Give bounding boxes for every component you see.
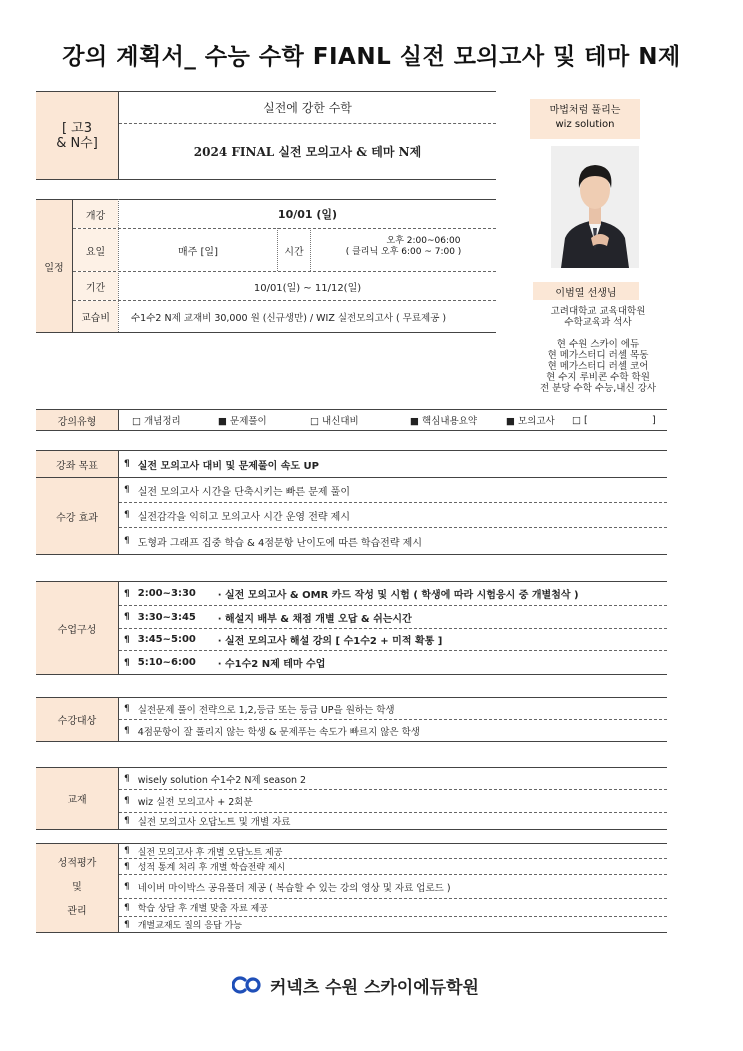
teacher-photo [551,146,639,268]
teacher-bio-line: 현 수지 루비콘 수학 학원 [546,372,650,383]
paragraph-icon: ¶ [124,816,130,826]
evaluation-item [124,899,268,916]
effect-text: 도형과 그래프 집중 학습 & 4점문항 난이도에 따른 학습전략 제시 [137,537,423,549]
checkbox-filled-icon: ■ [410,416,419,427]
audience-item [124,698,395,719]
evaluation-label-line3: 관리 [67,906,87,917]
evaluation-label-line1: 성적평가 [57,858,97,869]
lecture-type-option [572,415,588,426]
teacher-bio-line: 현 메가스터디 러셀 코어 [547,361,649,372]
structure-time: 3:30~3:45 [137,611,196,623]
structure-time: 5:10~6:00 [137,657,196,668]
structure-label: 수업구성 [36,582,118,674]
effect-text: 실전감각을 익히고 모의고사 시간 운영 전략 제시 [137,511,351,523]
structure-item [124,606,412,628]
paragraph-icon: ¶ [124,612,130,622]
schedule-period-value: 10/01(일) ~ 11/12(일) [253,282,362,294]
paragraph-icon: ¶ [124,657,130,668]
effect-item [124,528,422,554]
teacher-name-badge [533,282,639,300]
footer-logo-text: 커넥츠 수원 스카이에듀학원 [270,977,479,998]
evaluation-item [124,875,451,898]
course-target-cell [36,92,118,179]
schedule-day-label: 요일 [73,229,118,271]
effect-text: 실전 모의고사 시간을 단축시키는 빠른 문제 풀이 [137,486,351,498]
textbook-item [124,790,253,812]
textbook-text: 실전 모의고사 오답노트 및 개별 자료 [137,817,291,828]
teacher-badge-line1: 마법처럼 풀리는 [549,105,621,116]
checkbox-empty-icon: □ [572,414,581,426]
connects-logo-icon [232,975,264,995]
structure-text: · 해설지 배부 & 채점 개별 오답 & 쉬는시간 [217,613,412,625]
textbook-item [124,768,306,789]
checkbox-empty-icon: □ [132,416,141,427]
paragraph-icon: ¶ [124,588,130,599]
lecture-type-text: 모의고사 [518,416,555,427]
evaluation-label-line2: 및 [72,882,82,893]
course-subtitle: 실전에 강한 수학 [263,100,352,115]
teacher-bio-line: 고려대학교 교육대학원 [550,306,646,317]
audience-label: 수강대상 [36,698,118,741]
lecture-type-option [218,413,267,427]
lecture-type-option [506,413,555,427]
goal-text-row [124,451,319,477]
paragraph-icon: ¶ [124,919,130,930]
teacher-bio-line: 전 분당 수학 수능,내신 강사 [539,383,657,394]
schedule-time-value [311,236,496,258]
schedule-time-label: 시간 [284,246,304,258]
teacher-bio-line: 현 수원 스카이 에듀 [556,339,640,350]
lecture-type-option [310,413,359,427]
goal-label: 강좌 목표 [36,451,118,477]
teacher-badge-line2: wiz solution [555,119,615,130]
schedule-period-label: 기간 [73,272,118,300]
lecture-type-text: [ [584,414,588,426]
schedule-start-value: 10/01 (일) [277,208,338,221]
evaluation-text: 학습 상담 후 개별 맞춤 자료 제공 [137,904,268,914]
schedule-start-label: 개강 [73,200,118,228]
course-name: 2024 FINAL 실전 모의고사 & 테마 N제 [193,145,422,159]
lecture-type-label: 강의유형 [36,410,118,430]
checkbox-empty-icon: □ [310,416,319,427]
paragraph-icon: ¶ [124,510,130,520]
effect-label: 수강 효과 [36,478,118,554]
teacher-bio-line: 수학교육과 석사 [564,317,632,328]
paragraph-icon: ¶ [124,846,130,856]
evaluation-item [124,859,285,874]
lecture-type-bracket-close: ] [652,414,656,426]
effect-item [124,503,350,527]
teacher-name: 이범열 선생님 [555,287,617,299]
schedule-day-value: 매주 [일] [178,246,218,258]
schedule-fee-value: 수1수2 N제 교재비 30,000 원 (신규생만) / WIZ 실전모의고사 ( 무료제공 ) [131,312,447,324]
paragraph-icon: ¶ [124,881,130,892]
paragraph-icon: ¶ [124,703,130,714]
structure-time: 2:00~3:30 [137,588,196,599]
textbook-label: 교재 [36,768,118,829]
lecture-type-options [132,410,662,430]
lecture-type-option [410,413,477,427]
footer-logo [232,972,512,998]
checkbox-filled-icon: ■ [218,416,227,427]
evaluation-text: 개별교재도 질의 응답 가능 [137,921,242,931]
schedule-label: 일정 [36,200,72,332]
schedule-fee-label: 교습비 [73,301,118,332]
teacher-bio [518,306,678,394]
checkbox-filled-icon: ■ [506,416,515,427]
course-target: [ 고3 & N수] [56,120,98,151]
teacher-badge [530,99,640,139]
lecture-type-text: 내신대비 [322,416,359,427]
evaluation-text: 네이버 마이박스 공유폴더 제공 ( 복습할 수 있는 강의 영상 및 자료 업로드 ) [137,882,451,894]
lecture-type-option [132,413,181,427]
textbook-text: wisely solution 수1수2 N제 season 2 [137,774,307,786]
lecture-type-text: 핵심내용요약 [422,416,478,427]
paragraph-icon: ¶ [124,485,130,495]
paragraph-icon: ¶ [124,902,130,913]
structure-time: 3:45~5:00 [137,634,196,645]
teacher-bio-line: 현 메가스터디 러셀 목동 [547,350,649,361]
structure-item [124,582,579,605]
evaluation-item [124,917,242,932]
audience-text: 4점문항이 잘 풀리지 않는 학생 & 문제푸는 속도가 빠르지 않은 학생 [137,726,420,738]
paragraph-icon: ¶ [124,725,130,736]
evaluation-item [124,844,282,858]
lecture-type-text: 개념정리 [144,416,181,427]
page-title: 강의 계획서_ 수능 수학 FIANL 실전 모의고사 및 테마 N제 [62,44,681,70]
textbook-text: wiz 실전 모의고사 + 2회분 [137,797,253,808]
effect-item [124,478,350,502]
structure-text: · 실전 모의고사 & OMR 카드 작성 및 시험 ( 학생에 따라 시험응시 중 개별첨삭 ) [217,590,579,601]
audience-item [124,720,420,741]
textbook-item [124,813,291,829]
paragraph-icon: ¶ [124,796,130,806]
paragraph-icon: ¶ [124,634,130,645]
teacher-bio-line [518,328,678,339]
evaluation-text: 성적 통계 처리 후 개별 학습전략 제시 [137,863,286,873]
lecture-type-text: 문제풀이 [230,416,267,427]
paragraph-icon: ¶ [124,861,130,872]
schedule-time-clinic: ( 클리닉 오후 6:00 ~ 7:00 ) [345,247,462,257]
paragraph-icon: ¶ [124,773,130,784]
structure-item [124,651,325,674]
paragraph-icon: ¶ [124,459,130,469]
paragraph-icon: ¶ [124,536,130,546]
evaluation-text: 실전 모의고사 후 개별 오답노트 제공 [137,847,283,858]
evaluation-label [36,844,118,932]
structure-text: · 실전 모의고사 해설 강의 [ 수1수2 + 미적 확통 ] [217,636,443,647]
structure-item [124,629,442,650]
schedule-time-main: 오후 2:00~06:00 [386,236,461,246]
goal-text: 실전 모의고사 대비 및 문제풀이 속도 UP [137,460,319,472]
audience-text: 실전문제 풀이 전략으로 1,2,등급 또는 등급 UP을 원하는 학생 [137,704,395,716]
structure-text: · 수1수2 N제 테마 수업 [217,659,326,670]
